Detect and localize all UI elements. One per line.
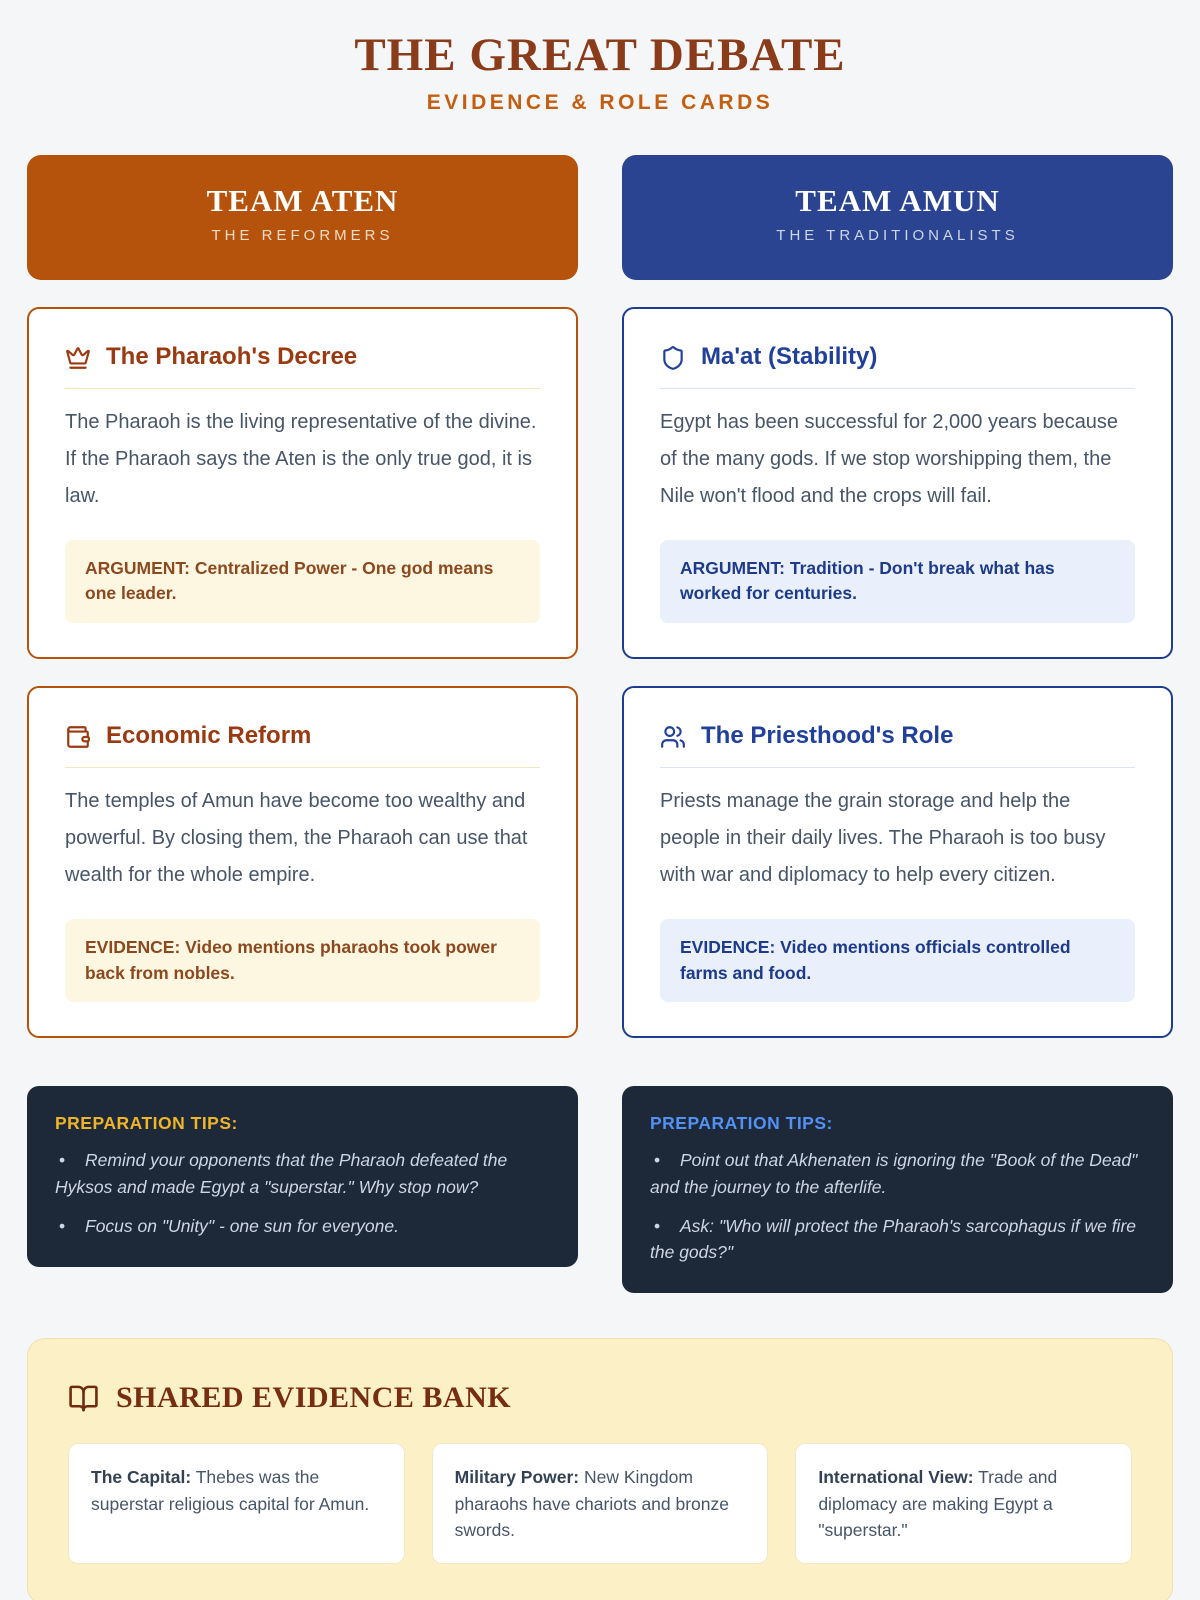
evidence-callout: EVIDENCE: Video mentions officials controlled farms and food. [660,919,1135,1003]
tip-item: • Ask: "Who will protect the Pharaoh's sarcophagus if we fire the gods?" [650,1213,1145,1266]
argument-callout: ARGUMENT: Tradition - Don't break what has worked for centuries. [660,540,1135,624]
divider [660,767,1135,768]
card-title: The Priesthood's Role [701,722,954,750]
team-tagline: THE TRADITIONALISTS [776,227,1019,245]
tips-heading: PREPARATION TIPS: [55,1113,238,1134]
bullet-icon: • [59,1215,66,1236]
bank-heading: SHARED EVIDENCE BANK [116,1381,512,1415]
users-icon [660,724,686,750]
argument-callout: ARGUMENT: Centralized Power - One god means one leader. [65,540,540,624]
book-open-icon [68,1383,99,1414]
page-header [27,0,1173,115]
card-priesthood-role [622,686,1173,1038]
team-tagline: THE REFORMERS [211,227,394,245]
card-title: Ma'at (Stability) [701,343,878,371]
evidence-label: The Capital: [91,1467,192,1488]
evidence-card-international [795,1443,1132,1564]
team-aten-header [27,155,578,280]
amun-preparation-tips [622,1086,1173,1293]
evidence-label: Military Power: [454,1467,580,1488]
evidence-callout: EVIDENCE: Video mentions pharaohs took power back from nobles. [65,919,540,1003]
card-title: Economic Reform [106,722,312,750]
crown-icon [65,345,91,371]
divider [65,388,540,389]
card-body: Priests manage the grain storage and help the people in their daily lives. The Pharaoh is too busy with war and diplomacy to help every citizen. [660,790,1106,887]
page-subtitle: EVIDENCE & ROLE CARDS [426,91,774,115]
card-title-row [660,343,1135,372]
tip-item: • Point out that Akhenaten is ignoring the "Book of the Dead" and the journey to the afterlife. [650,1147,1145,1200]
divider [65,767,540,768]
evidence-text: Trade and diplomacy are making Egypt a "superstar." [818,1467,1058,1540]
card-body: The Pharaoh is the living representative of the divine. If the Pharaoh says the Aten is the only true god, it is law. [65,410,537,508]
wallet-icon [65,724,91,750]
divider [660,388,1135,389]
shared-evidence-bank [27,1338,1173,1600]
card-maat-stability [622,307,1173,659]
card-title-row [65,722,540,751]
bullet-icon: • [59,1150,66,1171]
bullet-icon: • [654,1215,661,1236]
team-name: TEAM ATEN [206,183,399,219]
bank-heading-row [68,1381,1132,1415]
evidence-card-capital [68,1443,405,1564]
team-columns [27,155,1173,1293]
tip-item: • Remind your opponents that the Pharaoh defeated the Hyksos and made Egypt a "superstar." Why stop now? [55,1147,550,1200]
aten-preparation-tips [27,1086,578,1267]
evidence-text: New Kingdom pharaohs have chariots and bronze swords. [454,1467,730,1540]
evidence-label: International View: [818,1467,974,1488]
team-amun-column [622,155,1173,1293]
evidence-card-military [432,1443,769,1564]
evidence-text: Thebes was the superstar religious capital for Amun. [91,1467,370,1514]
card-pharaohs-decree [27,307,578,659]
bank-cards [68,1443,1132,1564]
team-aten-column [27,155,578,1293]
team-amun-header [622,155,1173,280]
tips-heading: PREPARATION TIPS: [650,1113,833,1134]
card-title-row [660,722,1135,751]
card-title-row [65,343,540,372]
card-title: The Pharaoh's Decree [106,343,358,371]
shield-icon [660,345,686,371]
card-body: Egypt has been successful for 2,000 years because of the many gods. If we stop worshipping them, the Nile won't flood and the crops will fail. [660,410,1119,508]
bullet-icon: • [654,1150,661,1171]
page-title: THE GREAT DEBATE [354,29,846,81]
card-body: The temples of Amun have become too wealthy and powerful. By closing them, the Pharaoh can use that wealth for the whole empire. [65,790,528,887]
card-economic-reform [27,686,578,1038]
tip-item: • Focus on "Unity" - one sun for everyone. [55,1213,550,1239]
team-name: TEAM AMUN [795,183,1000,219]
